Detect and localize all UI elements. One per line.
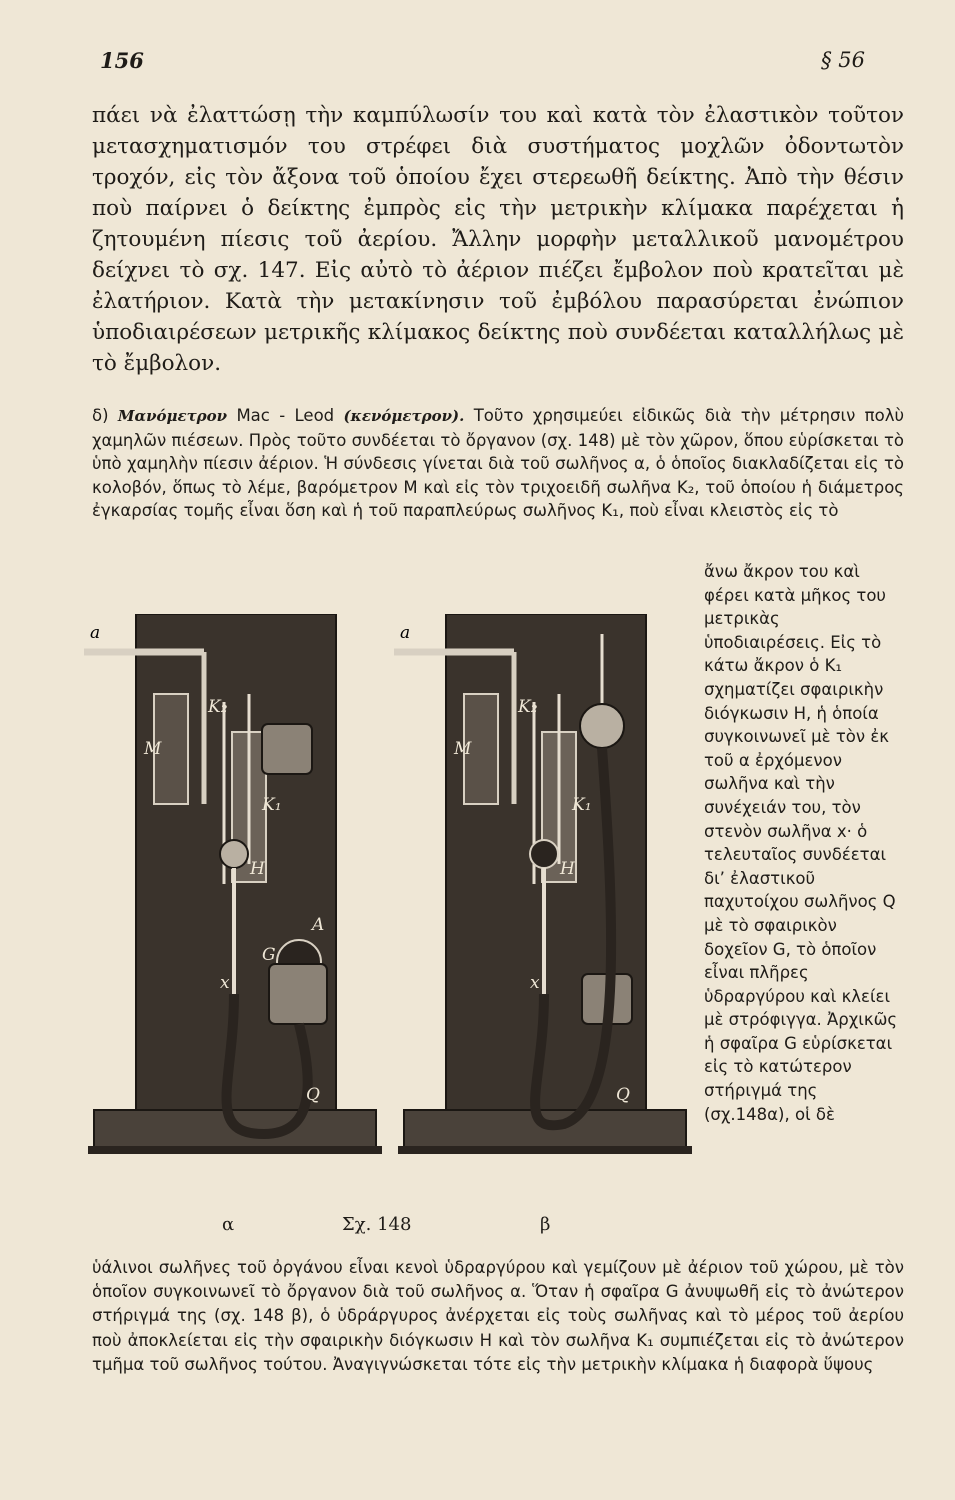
section-number: § 56 [821,48,865,72]
label-M-beta: M [454,739,472,759]
subsection-paren: (κενόμετρον). [343,407,465,425]
label-a-alpha: a [90,623,101,643]
label-H-alpha: H [250,859,265,879]
subsection-label: Μανόμετρον [117,407,228,425]
bottom-paragraph [92,1256,904,1377]
label-x-alpha: x [220,973,230,993]
subsection-marker: δ) [92,406,109,425]
page-header [100,48,865,78]
label-a-beta: a [400,623,411,643]
label-Q-alpha: Q [306,1085,320,1105]
label-Q-beta: Q [616,1085,630,1105]
label-A-alpha: A [312,915,325,935]
side-column-paragraph: ἄνω ἄκρον του καὶ φέρει κατὰ μῆκος του μετρικὰς ὑποδιαιρέσεις. Εἰς τὸ κάτω ἄκρον ὁ K₁ σχηματίζει σφαιρικὴν διόγκωσιν Η, ἡ ὁποία συγκοινωνεῖ μὲ τὸν ἐκ τοῦ α ἐρχόμενον σωλῆνα καὶ τὴν συνέχειάν του, τὸν στενὸν σωλῆνα x· ὁ τελευταῖος συνδέεται δι’ ἐλαστικοῦ παχυτοίχου σωλῆνος Q μὲ τὸ σφαιρικὸν δοχεῖον G, τὸ ὁποῖον εἶναι πλῆρες ὑδραργύρου καὶ κλείει μὲ στρόφιγγα. Ἀρχικῶς ἡ σφαῖρα G εὑρίσκεται εἰς τὸ κατώτερον στήριγμά της (σχ.148α), οἱ δὲ [704,562,898,1124]
main-paragraph-text: πάει νὰ ἐλαττώσῃ τὴν καμπύλωσίν του καὶ κατὰ τὸν ἐλαστικὸν τοῦτον μετασχηματισμόν του στρέφει διὰ συστήματος μοχλῶν ὀδοντωτὸν τροχόν, εἰς τὸν ἄξονα τοῦ ὁποίου ἔχει στερεωθῆ δείκτης. Ἀπὸ τὴν θέσιν ποὺ παίρνει ὁ δείκτης ἐμπρὸς εἰς τὴν μετρικὴν κλίμακα παρέχεται ἡ ζητουμένη πίεσις τοῦ ἀερίου. Ἄλλην μορφὴν μεταλλικοῦ μανομέτρου δείχνει τὸ σχ. 147. Εἰς αὐτὸ τὸ ἀέριον πιέζει ἔμβολον ποὺ κρατεῖται μὲ ἐλατήριον. Κατὰ τὴν μετακίνησιν τοῦ ἐμβόλου παρασύρεται ἐνώπιον ὑποδιαιρέσεων μετρικῆς κλίμακος δείκτης ποὺ συνδέεται καταλλήλως μὲ τὸ ἔμβολον. [92,103,904,376]
label-K1-beta: K₁ [572,795,592,815]
caption-alpha: α [222,1214,235,1235]
page-number: 156 [100,48,144,73]
apparatus-beta [394,614,692,1154]
main-paragraph [92,100,904,379]
caption-beta: β [540,1214,551,1235]
figure-caption: Σχ. 148 [342,1214,412,1235]
bottom-paragraph-text: ὑάλινοι σωλῆνες τοῦ ὀργάνου εἶναι κενοὶ ὑδραργύρου καὶ γεμίζουν μὲ ἀέριον τοῦ χώρου, μὲ τὸν ὁποῖον συγκοινωνεῖ τὸ ὄργανον διὰ τοῦ σωλῆνος α. Ὅταν ἡ σφαῖρα G ἀνυψωθῆ εἰς τὸ ἀνώτερον στήριγμά της (σχ. 148 β), ὁ ὑδράργυρος ἀνέρχεται εἰς τοὺς σωλῆνας καὶ τὸ μέρος τοῦ ἀερίου ποὺ ἀποκλείεται εἰς τὴν σφαιρικὴν διόγκωσιν Η καὶ τὸν σωλῆνα K₁ συμπιέζεται εἰς τὸ ἀνώτερον τμῆμα τοῦ σωλῆνος τούτου. Ἀναγιγνώσκεται τότε εἰς τὴν μετρικὴν κλίμακα ἡ διαφορὰ ὕψους [92,1258,904,1374]
subsection-text: Τοῦτο χρησιμεύει εἰδικῶς διὰ τὴν μέτρησιν πολὺ χαμηλῶν πιέσεων. Πρὸς τοῦτο συνδέεται τὸ ὄργανον (σχ. 148) μὲ τὸν χῶρον, ὅπου εὑρίσκεται τὸ ὑπὸ χαμηλὴν πίεσιν ἀέριον. Ἡ σύνδεσις γίνεται διὰ τοῦ σωλῆνος α, ὁ ὁποῖος διακλαδίζεται εἰς τὸ κολοβόν, ὅπως τὸ λέμε, βαρόμετρον Μ καὶ εἰς τὸν τριχοειδῆ σωλῆνα K₂, τοῦ ὁποίου ἡ διάμετρος ἐγκαρσίας τομῆς εἶναι ὅση καὶ ἡ τοῦ παραπλεύρως σωλῆνος K₁, ποὺ εἶναι κλειστὸς εἰς τὸ [92,406,905,521]
side-column-text [704,560,904,1126]
label-x-beta: x [530,973,540,993]
mcleod-gauge-illustration [84,614,704,1174]
label-K2-alpha: K₂ [208,697,228,717]
figure-captions [84,1214,704,1244]
label-M-alpha: M [144,739,162,759]
label-K1-alpha: K₁ [262,795,282,815]
label-K2-beta: K₂ [518,697,538,717]
figure-148 [84,614,704,1174]
apparatus-alpha [84,614,382,1154]
subsection-name: Mac - Leod [236,406,335,425]
subsection-paragraph [92,404,904,523]
label-G-alpha: G [262,945,276,965]
label-H-beta: H [560,859,575,879]
